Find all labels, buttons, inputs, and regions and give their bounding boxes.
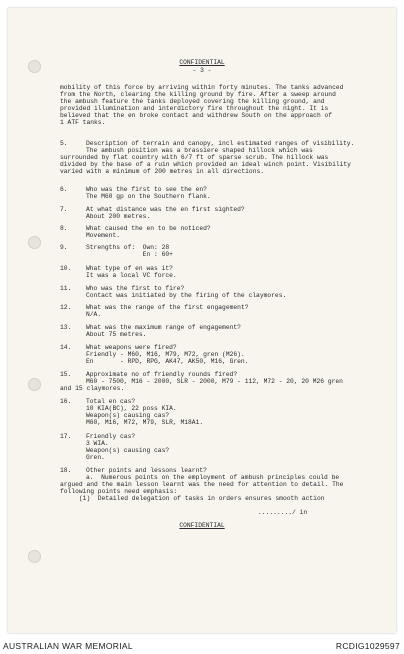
intro-line: mobility of this force by arriving within forty minutes. The tanks advanced (60, 84, 344, 91)
intro-line: provided illumination and interdictory fire throughout the night. It is (60, 105, 329, 112)
item-number: 14. (60, 344, 72, 351)
item-text: varied with a minimum of 200 metres in all directions. (60, 168, 265, 175)
item-question: Friendly cas? (86, 433, 136, 440)
punch-hole (28, 236, 41, 249)
item-answer: 3 WIA. (86, 440, 109, 447)
item-number: 10. (60, 265, 72, 272)
item-number: 18. (60, 467, 72, 474)
intro-line: from the North, clearing the killing ground by fire. After a sweep around (60, 91, 336, 98)
intro-line: the ambush feature the tanks deployed covering the killing ground, and (60, 98, 325, 105)
page-number: - 3 - (192, 67, 212, 74)
item-text: divided by the base of a ruin which provided an ideal winch point. Visibility (60, 161, 351, 168)
archive-name: AUSTRALIAN WAR MEMORIAL (3, 641, 133, 651)
archive-footer (0, 638, 404, 654)
item-answer: following points need emphasis: (60, 488, 178, 495)
item-question: Description of terrain and canopy, incl estimated ranges of visibility. (86, 140, 355, 147)
item-text: The ambush position was a brassiere shaped hillock which was (86, 147, 313, 154)
item-answer: N/A. (86, 311, 102, 318)
item-number: 5. (60, 140, 68, 147)
item-text: surrounded by flat country with 6/7 ft of sparse scrub. The hillock was (60, 154, 329, 161)
punch-hole (28, 378, 41, 391)
item-answer: Contact was initiated by the firing of the claymores. (86, 292, 287, 299)
item-question: Who was the first to fire? (86, 285, 185, 292)
item-answer: En : 60+ (86, 251, 173, 258)
item-answer: Friendly - M60, M16, M79, M72, gren (M26). (86, 351, 245, 358)
item-number: 7. (60, 206, 68, 213)
item-answer: Movement. (86, 232, 121, 239)
item-question: What was the range of the first engagement? (86, 304, 249, 311)
item-question: Strengths of: Own: 28 (86, 244, 170, 251)
intro-line: believed that the en broke contact and withdrew South on the approach of (60, 112, 333, 119)
item-answer: It was a local VC force. (86, 272, 177, 279)
item-question: What type of en was it? (86, 265, 173, 272)
item-question: What was the maximum range of engagement? (86, 324, 241, 331)
item-answer: a. Numerous points on the employment of ambush principles could be (86, 474, 340, 481)
item-number: 11. (60, 285, 72, 292)
item-answer: argued and the main lesson learnt was the need for attention to detail. The (60, 481, 344, 488)
item-number: 16. (60, 398, 72, 405)
archive-id: RCDIG1029597 (335, 641, 400, 651)
item-question: Who was the first to see the en? (86, 186, 207, 193)
item-question: What weapons were fired? (86, 344, 177, 351)
item-answer: Gren. (86, 454, 105, 461)
item-answer: About 200 metres. (86, 213, 151, 220)
punch-hole (28, 550, 41, 563)
item-answer: (1) Detailed delegation of tasks in orders ensures smooth action (60, 495, 325, 502)
item-answer: En - RPD, RPG, AK47, AK50, M16, Gren. (86, 358, 249, 365)
item-question: Approximate no of friendly rounds fired? (86, 371, 238, 378)
item-number: 8. (60, 225, 68, 232)
item-number: 9. (60, 244, 68, 251)
item-question: What caused the en to be noticed? (86, 225, 211, 232)
continuation-marker: ........./ in (258, 509, 308, 516)
item-answer: M60 - 7500, M16 - 2000, SLR - 2000, M79 - 112, M72 - 20, 20 M26 gren (86, 378, 343, 385)
item-number: 17. (60, 433, 72, 440)
item-question: Other points and lessons learnt? (86, 467, 207, 474)
item-question: Weapon(s) causing cas? (86, 447, 170, 454)
item-answer: The M60 gp on the Southern flank. (86, 193, 211, 200)
item-answer: About 75 metres. (86, 331, 147, 338)
item-answer: and 15 claymores. (60, 385, 125, 392)
item-question: Total en cas? (86, 398, 136, 405)
item-number: 13. (60, 324, 72, 331)
item-answer: M60, M16, M72, M79, SLR, M18A1. (86, 419, 204, 426)
item-question: Weapon(s) causing cas? (86, 412, 170, 419)
item-answer: 10 KIA(BC), 22 poss KIA. (86, 405, 177, 412)
footer-classification: CONFIDENTIAL (179, 522, 225, 529)
item-number: 6. (60, 186, 68, 193)
header-classification: CONFIDENTIAL (179, 59, 225, 66)
intro-line: 1 ATF tanks. (60, 119, 106, 126)
item-question: At what distance was the en first sighted? (86, 206, 245, 213)
item-number: 12. (60, 304, 72, 311)
item-number: 15. (60, 371, 72, 378)
